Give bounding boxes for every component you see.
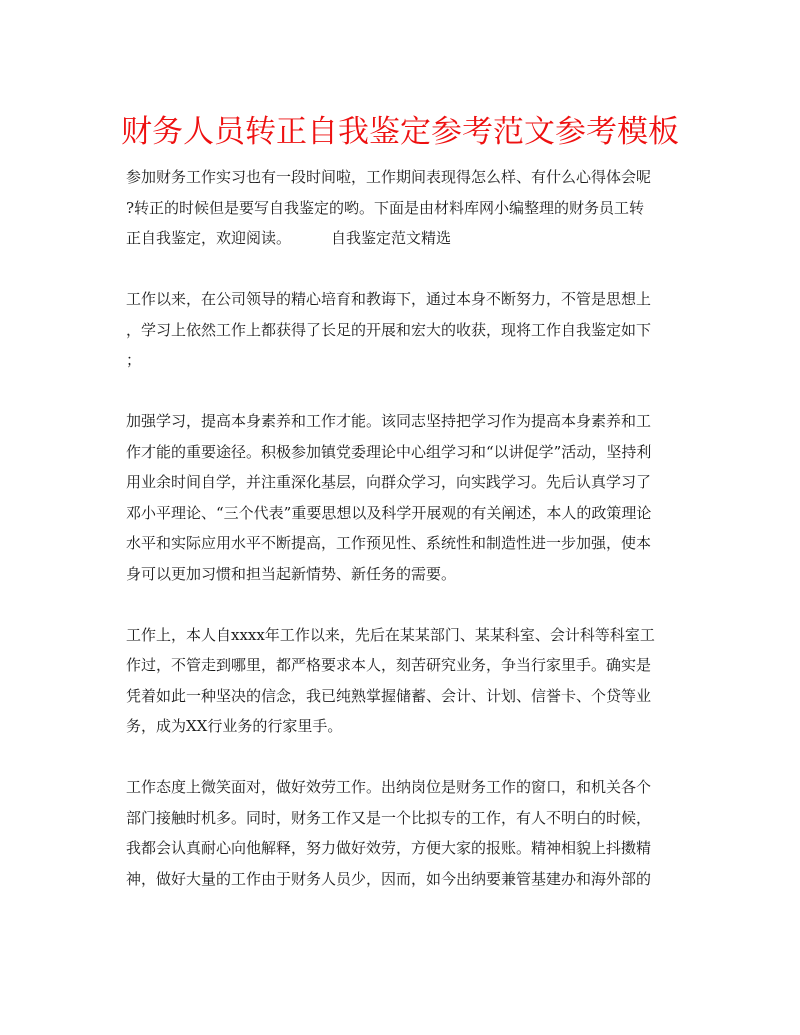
text-line: 务，成为XX行业务的行家里手。 (126, 717, 343, 735)
text-line: 作过，不管走到哪里，都严格要求本人，刻苦研究业务，争当行家里手。确实是 (126, 656, 652, 674)
text-line: 我都会认真耐心向他解释，努力做好效劳，方便大家的报账。精神相貌上抖擞精 (126, 839, 652, 857)
text-line: 工作以来，在公司领导的精心培育和教诲下，通过本身不断努力，不管是思想上 (126, 290, 652, 308)
text-line (126, 223, 678, 254)
text-line: 身可以更加习惯和担当起新情势、新任务的需要。 (126, 564, 457, 583)
text-line: 加强学习，提高本身素养和工作才能。该同志坚持把学习作为提高本身素养和工 (126, 412, 652, 430)
text-line: 工作态度上微笑面对，做好效劳工作。出纳岗位是财务工作的窗口，和机关各个 (126, 778, 652, 796)
paragraph-2 (126, 406, 678, 589)
paragraph-4 (126, 772, 678, 894)
text-segment: 正自我鉴定，欢迎阅读。 (126, 229, 292, 247)
paragraph-1 (126, 284, 678, 376)
intro-paragraph (126, 162, 678, 254)
text-line: ，学习上依然工作上都获得了长足的开展和宏大的收获，现将工作自我鉴定如下 (126, 320, 652, 339)
text-line: 作才能的重要途径。积极参加镇党委理论中心组学习和“以讲促学”活动，坚持利 (126, 442, 652, 461)
text-line: 凭着如此一种坚决的信念，我已纯熟掌握储蓄、会计、计划、信誉卡、个贷等业 (126, 686, 652, 705)
document-title: 财务人员转正自我鉴定参考范文参考模板 (121, 114, 679, 150)
text-line: ； (126, 351, 142, 369)
paragraph-3 (126, 620, 678, 742)
text-line: 邓小平理论、“三个代表”重要思想以及科学开展观的有关阐述，本人的政策理论 (126, 503, 652, 522)
text-line: 工作上，本人自xxxx年工作以来，先后在某某部门、某某科室、会计科等科室工 (126, 625, 655, 644)
text-line: ?转正的时候但是要写自我鉴定的哟。下面是由材料库网小编整理的财务员工转 (126, 198, 645, 217)
text-line: 参加财务工作实习也有一段时间啦，工作期间表现得怎么样、有什么心得体会呢 (126, 168, 652, 186)
document-body (126, 162, 678, 894)
text-line: 部门接触时机多。同时，财务工作又是一个比拟专的工作，有人不明白的时候， (126, 808, 652, 827)
text-line: 用业余时间自学，并注重深化基层，向群众学习，向实践学习。先后认真学习了 (126, 473, 652, 491)
text-line: 水平和实际应用水平不断提高，工作预见性、系统性和制造性进一步加强，使本 (126, 534, 652, 552)
text-line: 神，做好大量的工作由于财务人员少，因而，如今出纳要兼管基建办和海外部的 (126, 869, 652, 888)
section-label: 自我鉴定范文精选 (331, 229, 452, 247)
